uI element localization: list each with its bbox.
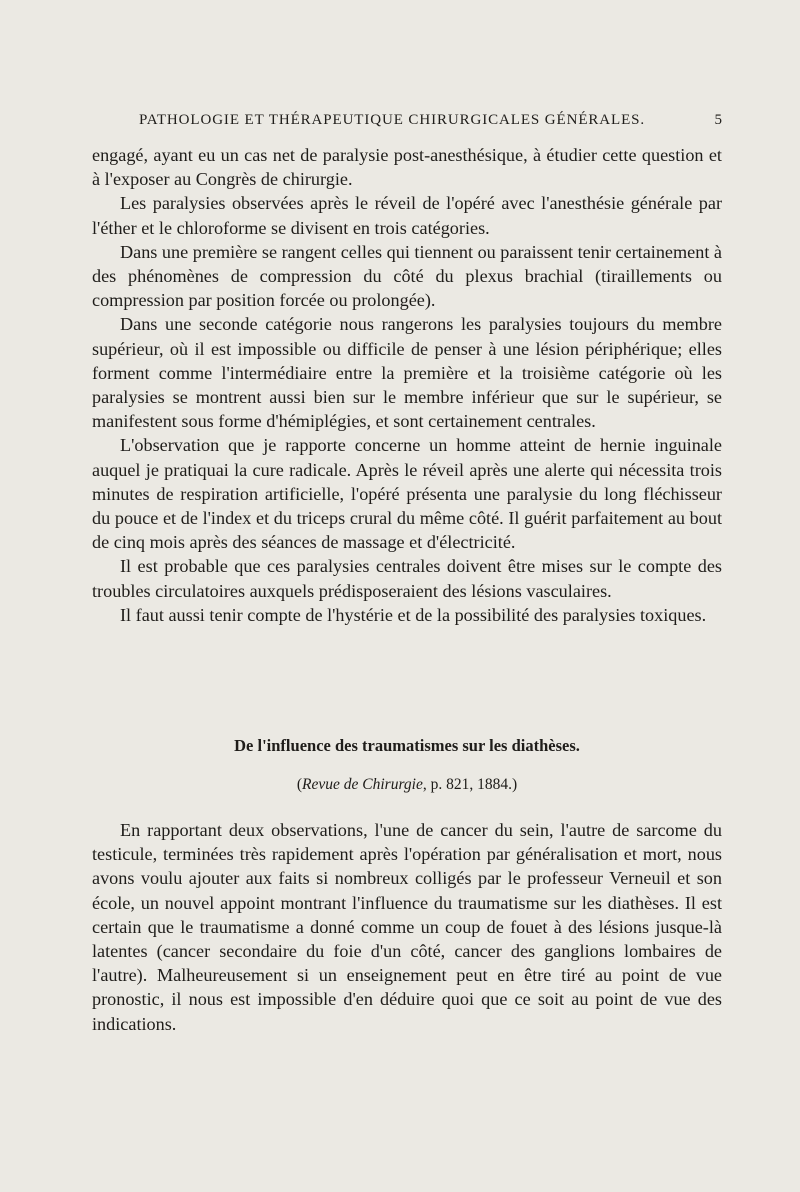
paragraph: Il faut aussi tenir compte de l'hystérie et de la possibilité des paralysies toxiques. — [120, 604, 707, 625]
citation-journal: Revue de Chirurgie — [302, 776, 423, 793]
paragraph: Dans une première se rangent celles qui tiennent ou paraissent tenir certainement à des phénomènes de compression du côté du plexus brachial (tiraillements ou compression par position forcée ou prolongée). — [92, 241, 722, 311]
paragraph: Il est probable que ces paralysies centrales doivent être mises sur le compte des troubles circulatoires auxquels prédisposeraient des lésions vasculaires. — [92, 556, 722, 601]
running-head-title: PATHOLOGIE ET THÉRAPEUTIQUE CHIRURGICALES GÉNÉRALES. — [138, 112, 646, 128]
paragraph: Les paralysies observées après le réveil de l'opéré avec l'anesthésie générale par l'éther et le chloroforme se divisent en trois catégories. — [92, 193, 722, 238]
section-1-body — [92, 143, 722, 627]
citation-rest: , p. 821, 1884.) — [422, 776, 518, 793]
citation — [92, 776, 722, 794]
running-head — [92, 108, 722, 136]
paragraph: L'observation que je rapporte concerne un homme atteint de hernie inguinale auquel je pratiquai la cure radicale. Après le réveil après une alerte qui nécessita trois minutes de respiration artificielle, l'opéré présenta une paralysie du long fléchisseur du pouce et de l'index et du triceps crural du même côté. Il guérit parfaitement au bout de cinq mois après des séances de massage et d'électricité. — [92, 435, 722, 553]
section-title: De l'influence des traumatismes sur les diathèses. — [234, 736, 580, 755]
section-2-body — [92, 818, 722, 1036]
citation-open: ( — [296, 776, 303, 793]
paragraph: Dans une seconde catégorie nous rangerons les paralysies toujours du membre supérieur, où il est impossible ou difficile de penser à une lésion périphérique; elles forment comme l'intermédiaire entre la première et la troisième catégorie où les paralysies se montrent aussi bien sur le membre inférieur que sur le supérieur, se manifestent sous forme d'hémiplégies, et sont certainement centrales. — [92, 314, 722, 432]
paragraph: En rapportant deux observations, l'une de cancer du sein, l'autre de sarcome du testicule, terminées très rapidement après l'opération par généralisation et mort, nous avons voulu ajouter aux faits si nombreux colligés par le professeur Verneuil et son école, un nouvel appoint montrant l'influence du traumatisme sur les diathèses. Il est certain que le traumatisme a donné comme un coup de fouet à des lésions jusque-là latentes (cancer secondaire du foie d'un côté, cancer des ganglions lombaires de l'autre). Malheureusement si un enseignement peut en être tiré au point de vue pronostic, il nous est impossible d'en déduire quoi que ce soit au point de vue des indications. — [92, 820, 722, 1034]
page-number: 5 — [714, 112, 722, 128]
paragraph: engagé, ayant eu un cas net de paralysie post-anesthésique, à étudier cette question et à l'exposer au Congrès de chirurgie. — [92, 145, 722, 190]
